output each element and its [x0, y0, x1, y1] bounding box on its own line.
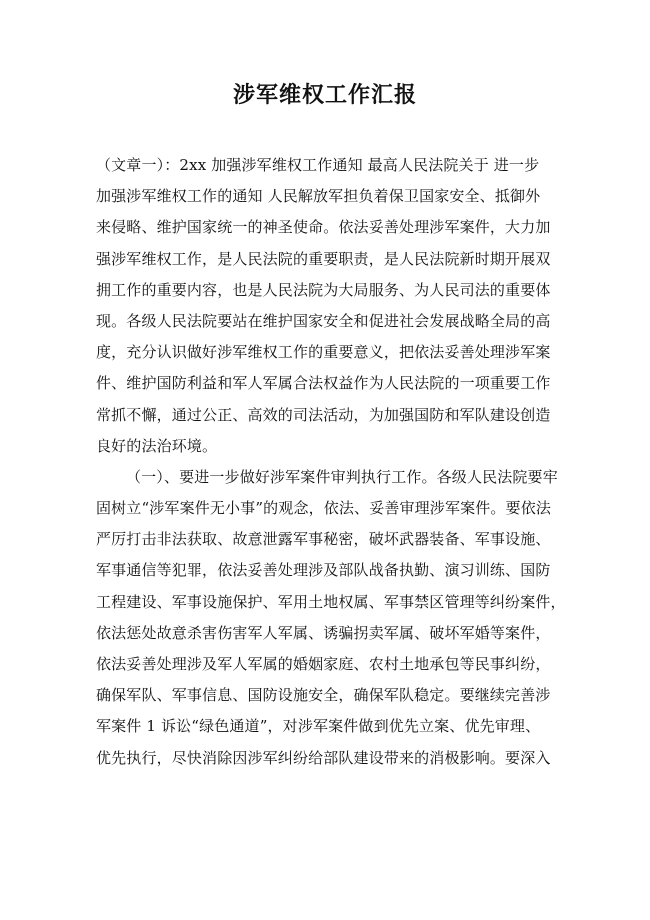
document-title: 涉军维权工作汇报 — [232, 83, 417, 108]
body-line: 依法妥善处理涉及军人军属的婚姻家庭、农村土地承包等民事纠纷， — [96, 655, 551, 673]
body-line: 良好的法治环境。 — [96, 436, 218, 455]
body-line: 件、维护国防利益和军人军属合法权益作为人民法院的一项重要工作 — [96, 374, 551, 393]
body-line: 确保军队、军事信息、国防设施安全，确保军队稳定。要继续完善涉 — [96, 686, 551, 705]
body-line: 优先执行，尽快消除因涉军纠纷给部队建设带来的消极影响。要深入 — [96, 748, 551, 767]
body-line: 强涉军维权工作，是人民法院的重要职责，是人民法院新时期开展双 — [96, 249, 551, 268]
document-body — [96, 150, 566, 774]
body-line: （文章一）：2xx 加强涉军维权工作通知 最高人民法院关于 进一步 — [96, 156, 540, 174]
body-line: 军事通信等犯罪，依法妥善处理涉及部队战备执勤、演习训练、国防 — [96, 561, 551, 580]
body-line: 军案件 1 诉讼“绿色通道”，对涉军案件做到优先立案、优先审理、 — [96, 717, 541, 736]
body-line: 加强涉军维权工作的通知 人民解放军担负着保卫国家安全、抵御外 — [96, 187, 541, 206]
body-line: （一）、要进一步做好涉军案件审判执行工作。各级人民法院要牢 — [126, 467, 558, 486]
body-line: 依法惩处故意杀害伤害军人军属、诱骗拐卖军属、破坏军婚等案件， — [96, 623, 551, 642]
body-line: 现。各级人民法院要站在维护国家安全和促进社会发展战略全局的高 — [96, 311, 551, 330]
body-line: 来侵略、维护国家统一的神圣使命。依法妥善处理涉军案件，大力加 — [96, 218, 551, 237]
body-line: 严厉打击非法获取、故意泄露军事秘密，破坏武器装备、军事设施、 — [96, 530, 551, 549]
body-line: 拥工作的重要内容，也是人民法院为大局服务、为人民司法的重要体 — [96, 280, 551, 299]
body-line: 工程建设、军事设施保护、军用土地权属、军事禁区管理等纠纷案件， — [96, 592, 566, 611]
body-line: 度，充分认识做好涉军维权工作的重要意义，把依法妥善处理涉军案 — [96, 343, 551, 362]
body-line: 固树立“涉军案件无小事”的观念，依法、妥善审理涉军案件。要依法 — [96, 499, 551, 518]
body-line: 常抓不懈，通过公正、高效的司法活动，为加强国防和军队建设创造 — [96, 405, 551, 424]
